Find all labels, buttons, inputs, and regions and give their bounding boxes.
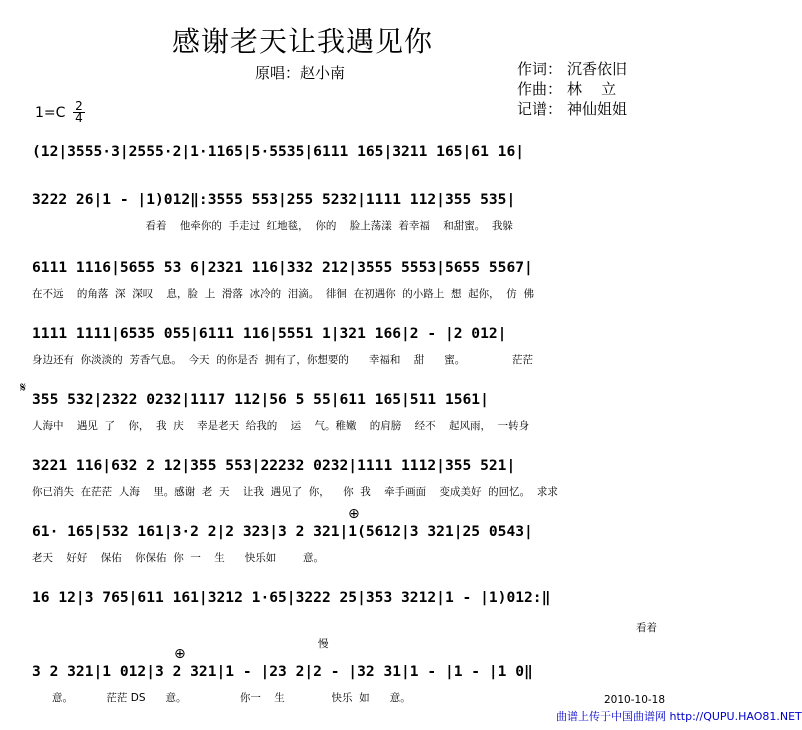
song-title: 感谢老天让我遇见你 [172, 25, 434, 58]
lyrics-line: 老天 好好 保佑 你保佑 你 一 生 快乐如 意。 [32, 552, 324, 564]
credit-transcriber [517, 99, 627, 119]
coda-icon: ⊕ [174, 646, 186, 662]
lyrics-line: 看着 他牵你的 手走过 红地毯， 你的 脸上荡漾 着幸福 和甜蜜。 我躲 [32, 220, 513, 232]
meter-top: 2 [75, 99, 83, 113]
lyrics-line: 身边还有 你淡淡的 芳香气息。 今天 的你是否 拥有了，你想要的 幸福和 甜 蜜。 茫茫 [32, 354, 534, 366]
lyrics-line [32, 170, 682, 186]
notation-line: 1111 1111|6535 055|6111 116|5551 1|321 166|2 - |2 012| [32, 325, 507, 342]
meter-bottom: 4 [75, 111, 83, 125]
lyrics-line: 在不远 的角落 深 深叹 息，脸 上 滑落 冰冷的 泪滴。 徘徊 在初遇你 的小路上 想 起你， 仿 佛 [32, 288, 534, 300]
lyrics-line: 你已消失 在茫茫 人海 里。感谢 老 天 让我 遇见了 你， 你 我 牵手画面 变成美好 的回忆。 求求 [32, 486, 558, 498]
credit-label: 记谱： [517, 100, 563, 118]
credit-value: 林 立 [567, 80, 617, 98]
notation-line: 355 532|2322 0232|1117 112|56 5 55|611 165|511 1561| [32, 391, 489, 408]
notation-line: (12|3555·3|2555·2|1·1165|5·5535|6111 165|3211 165|61 16| [32, 143, 525, 160]
key-signature: 1=C [35, 105, 66, 121]
lyrics-line: 意。 茫茫 DS 意。 你一 生 快乐 如 意。 [32, 692, 411, 704]
notation-line: 3222 26|1 - |1)012‖:3555 553|255 5232|1111 112|355 535| [32, 191, 516, 208]
credit-label: 作词： [517, 60, 563, 78]
transcription-date: 2010-10-18 [604, 694, 666, 706]
lyrics-line: 人海中 遇见 了 你， 我 庆 幸是老天 给我的 运 气。稚嫩 的肩膀 经不 起风雨， 一转身 [32, 420, 530, 432]
notation-line: 16 12|3 765|611 161|3212 1·65|3222 25|353 3212|1 - |1)012:‖ [32, 589, 551, 606]
original-singer: 原唱：赵小南 [255, 64, 346, 82]
credit-value: 神仙姐姐 [567, 100, 628, 118]
notation-line: 3221 116|632 2 12|355 553|22232 0232|1111 1112|355 521| [32, 457, 516, 474]
credit-value: 沉香依旧 [567, 60, 628, 78]
credit-composer [517, 79, 627, 99]
notation-line: 6111 1116|5655 53 6|2321 116|332 212|3555 5553|5655 5567| [32, 259, 533, 276]
coda-icon: ⊕ [348, 506, 360, 522]
time-signature [73, 101, 85, 124]
repeat-lyric-annotation: 看着 [636, 622, 657, 634]
credit-lyricist [517, 59, 627, 79]
segno-icon: 𝄋 [20, 380, 27, 396]
notation-line: 61· 165|532 161|3·2 2|2 323|3 2 321|1(5612|3 321|25 0543| [32, 523, 533, 540]
credits-block [517, 59, 627, 119]
tempo-slow-annotation: 慢 [318, 638, 329, 650]
credit-label: 作曲： [517, 80, 563, 98]
notation-line: 3 2 321|1 012|3 2 321|1 - |23 2|2 - |32 31|1 - |1 - |1 0‖ [32, 663, 533, 680]
footer-link[interactable]: 曲谱上传于中国曲谱网 http://QUPU.HAO81.NET [556, 710, 802, 723]
